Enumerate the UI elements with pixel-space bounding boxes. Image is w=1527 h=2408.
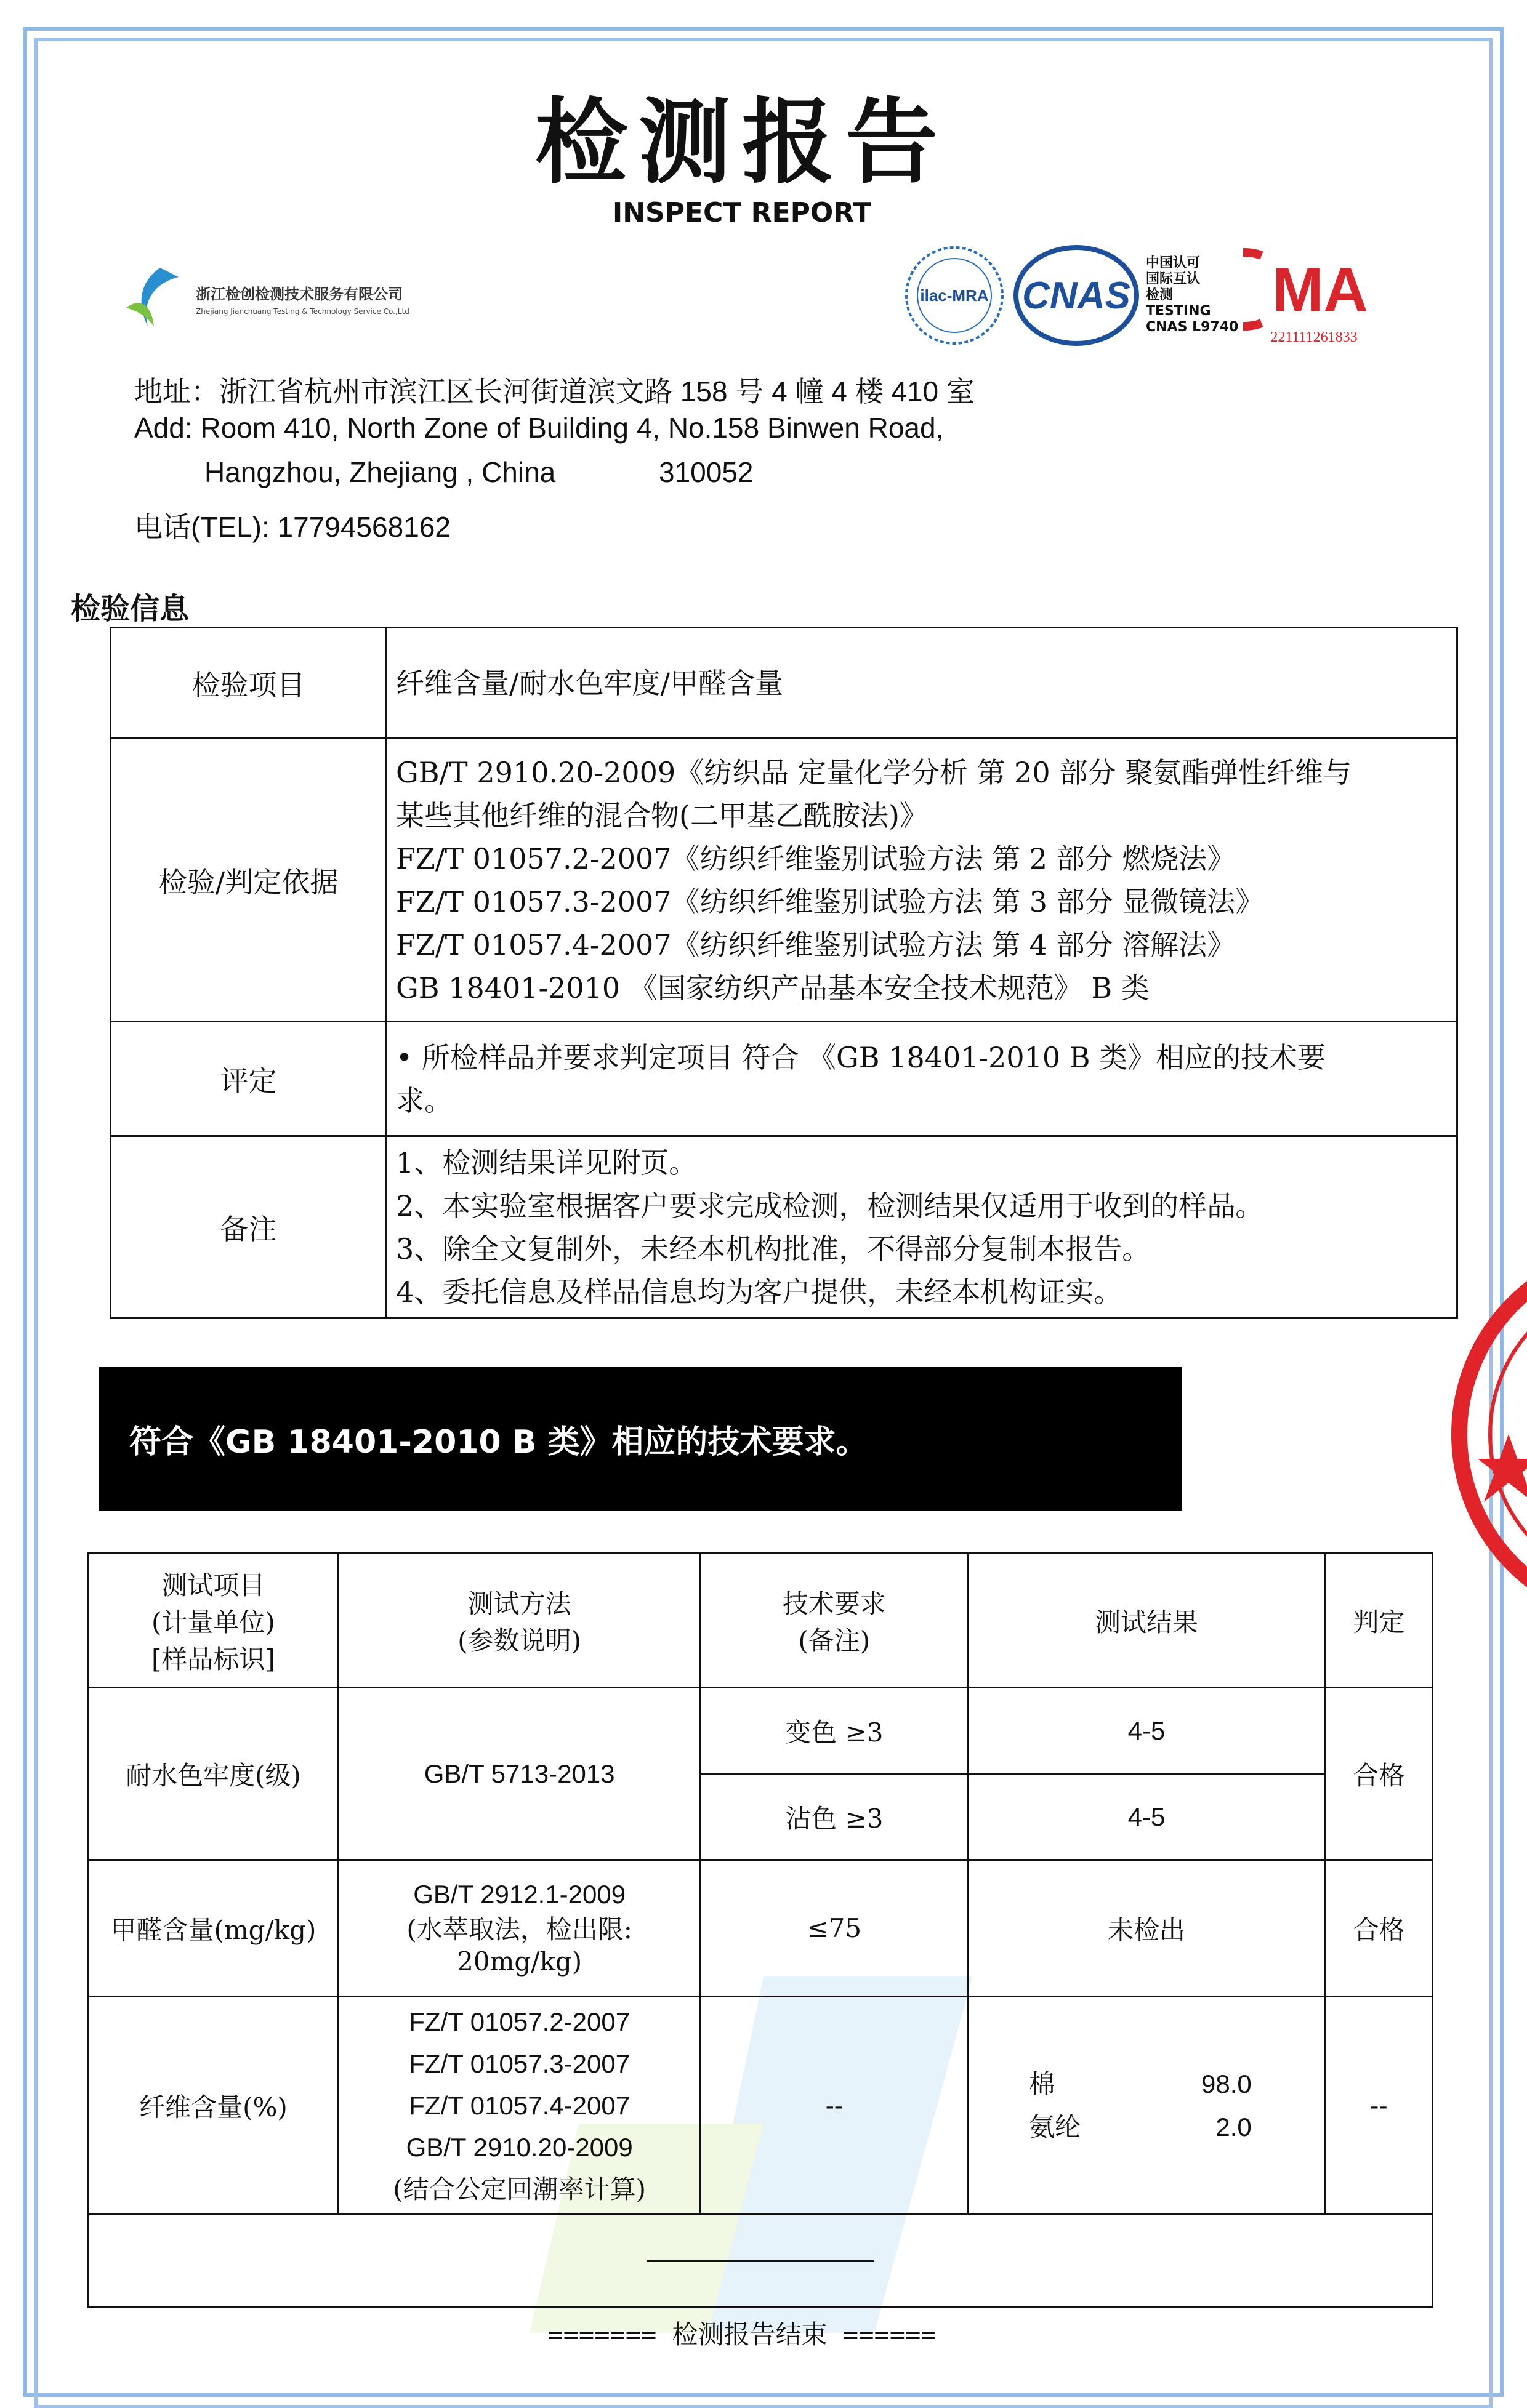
table-row bbox=[111, 1022, 1457, 1136]
cell-method bbox=[338, 1860, 701, 1997]
method-line: (水萃取法，检出限: bbox=[406, 1914, 632, 1944]
cell-verdict: -- bbox=[1325, 1997, 1432, 2215]
cell-requirement: 沾色 ≥3 bbox=[701, 1774, 968, 1860]
row-line: FZ/T 01057.3-2007《纺织纤维鉴别试验方法 第 3 部分 显微镜法》 bbox=[396, 885, 1264, 918]
cnas-text: CNAS bbox=[1022, 275, 1130, 317]
cell-requirement: 变色 ≥3 bbox=[701, 1688, 968, 1774]
address-en-line1: Add: Room 410, North Zone of Building 4, No.158 Binwen Road, bbox=[134, 412, 944, 444]
header-item bbox=[89, 1554, 339, 1688]
table-header-row bbox=[89, 1554, 1433, 1688]
row-line: 4、委托信息及样品信息均为客户提供，未经本机构证实。 bbox=[396, 1275, 1122, 1309]
cell-item: 耐水色牢度(级) bbox=[89, 1688, 339, 1860]
cnas-icon bbox=[1012, 243, 1141, 348]
header-line: 技术要求 bbox=[782, 1588, 886, 1619]
header-method bbox=[338, 1554, 701, 1688]
ilac-mra-icon bbox=[902, 243, 1007, 348]
report-title: 检测报告 bbox=[534, 89, 949, 196]
cnas-line: 中国认可 bbox=[1146, 255, 1201, 271]
table-row bbox=[89, 1688, 1433, 1774]
inspection-info-table bbox=[110, 627, 1458, 1319]
table-row bbox=[111, 739, 1457, 1022]
table-row bbox=[111, 628, 1457, 739]
cell-result: 4-5 bbox=[968, 1688, 1326, 1774]
cnas-line: CNAS L9740 bbox=[1146, 319, 1239, 335]
row-line: FZ/T 01057.4-2007《纺织纤维鉴别试验方法 第 4 部分 溶解法》 bbox=[396, 928, 1236, 961]
header-requirement bbox=[701, 1554, 968, 1688]
cnas-info bbox=[1146, 255, 1238, 335]
accreditation-logos bbox=[902, 243, 1385, 348]
fiber-name: 氨纶 bbox=[1029, 2111, 1081, 2142]
fiber-result-line bbox=[973, 2106, 1320, 2149]
results-table bbox=[87, 1552, 1433, 2308]
cell-result: 4-5 bbox=[968, 1774, 1326, 1860]
row-line: 某些其他纤维的混合物(二甲基乙酰胺法)》 bbox=[396, 798, 928, 832]
cell-method bbox=[338, 1997, 701, 2215]
company-logo-icon bbox=[123, 265, 185, 332]
row-label: 检验项目 bbox=[111, 628, 387, 739]
telephone: 电话(TEL): 17794568162 bbox=[134, 511, 451, 543]
cnas-line: TESTING bbox=[1146, 303, 1211, 319]
method-line: GB/T 2910.20-2009 bbox=[406, 2132, 633, 2162]
row-line: 2、本实验室根据客户要求完成检测，检测结果仅适用于收到的样品。 bbox=[396, 1189, 1264, 1222]
cnas-line: 国际互认 bbox=[1146, 271, 1201, 287]
address-cn: 地址：浙江省杭州市滨江区长河街道滨文路 158 号 4 幢 4 楼 410 室 bbox=[134, 375, 975, 407]
company-logo bbox=[123, 259, 409, 339]
row-line: FZ/T 01057.2-2007《纺织纤维鉴别试验方法 第 2 部分 燃烧法》 bbox=[396, 841, 1236, 875]
cell-result: 未检出 bbox=[968, 1860, 1326, 1997]
company-name-en: Zhejiang Jianchuang Testing & Technology Service Co.,Ltd bbox=[196, 307, 409, 316]
row-line: GB/T 2910.20-2009《纺织品 定量化学分析 第 20 部分 聚氨酯弹性纤维与 bbox=[396, 755, 1352, 789]
address-en-line2: Hangzhou, Zhejiang , China bbox=[204, 456, 556, 488]
row-line: 纤维含量/耐水色牢度/甲醛含量 bbox=[396, 666, 783, 700]
empty-cell bbox=[89, 2215, 1433, 2307]
cma-icon bbox=[1243, 243, 1385, 348]
header-line: (参数说明) bbox=[457, 1625, 582, 1656]
inspection-heading: 检验信息 bbox=[71, 592, 190, 626]
row-value bbox=[387, 1022, 1457, 1136]
header-line: (备注) bbox=[798, 1625, 871, 1656]
row-line: 3、除全文复制外，未经本机构批准，不得部分复制本报告。 bbox=[396, 1232, 1151, 1266]
cma-text: MA bbox=[1272, 255, 1369, 324]
header-verdict: 判定 bbox=[1325, 1554, 1432, 1688]
red-seal-stamp bbox=[1441, 1231, 1527, 1637]
table-row bbox=[111, 1136, 1457, 1318]
row-label: 检验/判定依据 bbox=[111, 739, 387, 1022]
company-name-cn: 浙江检创检测技术服务有限公司 bbox=[196, 285, 403, 303]
row-value bbox=[387, 739, 1457, 1022]
cell-method: GB/T 5713-2013 bbox=[338, 1688, 701, 1860]
method-line: (结合公定回潮率计算) bbox=[393, 2173, 647, 2204]
fiber-result-line bbox=[973, 2063, 1320, 2106]
cma-number: 221111261833 bbox=[1270, 329, 1358, 345]
row-label: 评定 bbox=[111, 1022, 387, 1136]
method-line: FZ/T 01057.3-2007 bbox=[409, 2049, 631, 2078]
report-end: ======= 检测报告结束 ====== bbox=[547, 2319, 937, 2350]
row-label: 备注 bbox=[111, 1136, 387, 1318]
method-line: FZ/T 01057.4-2007 bbox=[409, 2090, 631, 2120]
fiber-value: 98.0 bbox=[1201, 2069, 1252, 2098]
fiber-value: 2.0 bbox=[1215, 2112, 1252, 2141]
table-row bbox=[89, 1997, 1433, 2215]
row-line: GB 18401-2010 《国家纺织产品基本安全技术规范》 B 类 bbox=[396, 971, 1150, 1005]
cell-item: 甲醛含量(mg/kg) bbox=[89, 1860, 339, 1997]
header-line: 测试项目 bbox=[161, 1570, 265, 1600]
method-line: GB/T 2912.1-2009 bbox=[413, 1880, 626, 1909]
method-line: 20mg/kg) bbox=[457, 1946, 582, 1977]
cell-requirement: ≤75 bbox=[701, 1860, 968, 1997]
conformity-banner: 符合《GB 18401-2010 B 类》相应的技术要求。 bbox=[99, 1367, 1182, 1511]
report-subtitle: INSPECT REPORT bbox=[612, 197, 872, 228]
cell-verdict: 合格 bbox=[1325, 1688, 1432, 1860]
cell-result bbox=[968, 1997, 1326, 2215]
header-line: 测试方法 bbox=[467, 1588, 571, 1619]
fiber-name: 棉 bbox=[1029, 2068, 1055, 2099]
header-line: (计量单位) bbox=[151, 1607, 275, 1637]
table-row-empty bbox=[89, 2215, 1433, 2307]
table-row bbox=[89, 1860, 1433, 1997]
header-line: [样品标识] bbox=[151, 1643, 275, 1674]
blank-line bbox=[647, 2260, 874, 2262]
cnas-line: 检测 bbox=[1146, 287, 1174, 303]
ilac-text: ilac-MRA bbox=[920, 286, 989, 305]
row-value bbox=[387, 628, 1457, 739]
header-result: 测试结果 bbox=[968, 1554, 1326, 1688]
row-value bbox=[387, 1136, 1457, 1318]
row-line: • 所检样品并要求判定项目 符合 《GB 18401-2010 B 类》相应的技术要 bbox=[396, 1040, 1326, 1074]
cell-item: 纤维含量(%) bbox=[89, 1997, 339, 2215]
row-line: 1、检测结果详见附页。 bbox=[396, 1146, 698, 1179]
postcode: 310052 bbox=[659, 456, 754, 488]
cell-verdict: 合格 bbox=[1325, 1860, 1432, 1997]
cell-requirement: -- bbox=[701, 1997, 968, 2215]
row-line: 求。 bbox=[396, 1083, 453, 1117]
method-line: FZ/T 01057.2-2007 bbox=[409, 2007, 631, 2036]
